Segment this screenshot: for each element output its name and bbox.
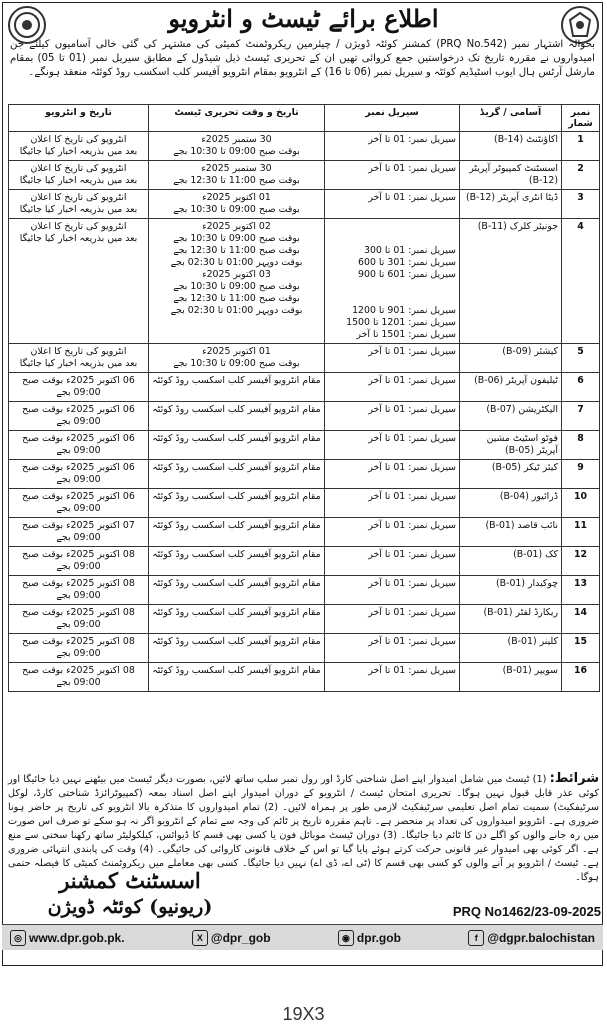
cell-serial: سیریل نمبر: 01 تا آخر xyxy=(325,402,460,431)
intro-paragraph: بحوالہ اشتہار نمبر (PRQ No.542) کمشنر کوئٹہ ڈویژن / چیئرمین ریکروٹمنٹ کمیٹی کی مشتہر کی گئی خالی آسامیوں کیلئے جن امیدواروں نے مقررہ تاریخ تک درخواستیں جمع کروائی تھیں ان کے تحریری ٹیسٹ ذیل شیڈول کے مطابق سیریل نمبر (01 تا 05) بمقام مارشل آرٹس ہال ایوب اسٹیڈیم کوئٹہ و سیریل نمبر (06 تا 16) کے انٹرویو بمقام انٹرویو آفیسر کلب اسکسب روڈ کوئٹہ منعقد ہونگے۔ xyxy=(10,39,596,78)
cell-interview: 08 اکتوبر 2025ء بوقت صبح 09:00 بجے xyxy=(9,605,149,634)
table-row xyxy=(9,518,600,547)
cell-test: مقام انٹرویو آفیسر کلب اسکسب روڈ کوئٹہ xyxy=(149,634,325,663)
cell-post: کیشئر (B-09) xyxy=(460,344,562,373)
cell-serial: سیریل نمبر: 01 تا آخر xyxy=(325,132,460,161)
cell-interview: انٹرویو کی تاریخ کا اعلان بعد میں بذریعہ اخبار کیا جائیگا xyxy=(9,344,149,373)
table-row xyxy=(9,634,600,663)
reference-number: PRQ No1462/23-09-2025 xyxy=(452,904,601,919)
cell-serial: سیریل نمبر: 01 تا آخر xyxy=(325,518,460,547)
x-icon: X xyxy=(192,930,208,946)
cell-sno: 10 xyxy=(562,489,600,518)
cell-test: 30 ستمبر 2025ء بوقت صبح 11:00 تا 12:30 بجے xyxy=(149,161,325,190)
cell-post: جونیئر کلرک (B-11) xyxy=(460,219,562,344)
table-header-row xyxy=(9,105,600,132)
instagram-icon: ◉ xyxy=(338,930,354,946)
cell-serial: سیریل نمبر: 01 تا 300 سیریل نمبر: 301 تا 600 سیریل نمبر: 601 تا 900 سیریل نمبر: 901 تا 1200 سیریل نمبر: 1201 تا 1500 سیریل نمبر: 1501 تا آخر xyxy=(325,219,460,344)
table-row xyxy=(9,402,600,431)
facebook-icon: f xyxy=(468,930,484,946)
cell-post: اسسٹنٹ کمپیوٹر آپریٹر (B-12) xyxy=(460,161,562,190)
schedule-table xyxy=(8,104,600,692)
cell-test: مقام انٹرویو آفیسر کلب اسکسب روڈ کوئٹہ xyxy=(149,518,325,547)
header-test: تاریخ و وقت تحریری ٹیسٹ xyxy=(149,105,325,132)
twitter-link[interactable]: X @dpr_gob xyxy=(192,930,271,946)
cell-sno: 8 xyxy=(562,431,600,460)
table-row xyxy=(9,576,600,605)
cell-sno: 1 xyxy=(562,132,600,161)
cell-serial: سیریل نمبر: 01 تا آخر xyxy=(325,605,460,634)
cell-sno: 9 xyxy=(562,460,600,489)
cell-post: کک (B-01) xyxy=(460,547,562,576)
cell-test: مقام انٹرویو آفیسر کلب اسکسب روڈ کوئٹہ xyxy=(149,547,325,576)
header-interview: تاریخ و انٹرویو xyxy=(9,105,149,132)
cell-test: 01 اکتوبر 2025ء بوقت صبح 09:00 تا 10:30 بجے xyxy=(149,190,325,219)
signature-title: اسسٹنٹ کمشنر xyxy=(59,868,201,893)
cell-sno: 12 xyxy=(562,547,600,576)
cell-interview: 06 اکتوبر 2025ء بوقت صبح 09:00 بجے xyxy=(9,373,149,402)
cell-test: مقام انٹرویو آفیسر کلب اسکسب روڈ کوئٹہ xyxy=(149,605,325,634)
cell-sno: 15 xyxy=(562,634,600,663)
cell-sno: 7 xyxy=(562,402,600,431)
table-body xyxy=(9,132,600,692)
cell-serial: سیریل نمبر: 01 تا آخر xyxy=(325,576,460,605)
table-row xyxy=(9,431,600,460)
cell-interview: انٹرویو کی تاریخ کا اعلان بعد میں بذریعہ اخبار کیا جائیگا xyxy=(9,190,149,219)
website-link[interactable]: ◎ www.dpr.gob.pk. xyxy=(10,930,125,946)
cell-post: سویپر (B-01) xyxy=(460,663,562,692)
cell-test: مقام انٹرویو آفیسر کلب اسکسب روڈ کوئٹہ xyxy=(149,663,325,692)
cell-sno: 6 xyxy=(562,373,600,402)
cell-interview: 08 اکتوبر 2025ء بوقت صبح 09:00 بجے xyxy=(9,547,149,576)
cell-post: نائب قاصد (B-01) xyxy=(460,518,562,547)
cell-test: 30 ستمبر 2025ء بوقت صبح 09:00 تا 10:30 بجے xyxy=(149,132,325,161)
instagram-link[interactable]: ◉ dpr.gob xyxy=(338,930,401,946)
cell-interview: 06 اکتوبر 2025ء بوقت صبح 09:00 بجے xyxy=(9,460,149,489)
table-row xyxy=(9,161,600,190)
cell-test: 02 اکتوبر 2025ء بوقت صبح 09:00 تا 10:30 بجے بوقت صبح 11:00 تا 12:30 بجے بوقت دوپہر 01:00 تا 02:30 بجے 03 اکتوبر 2025ء بوقت صبح 09:00 تا 10:30 بجے بوقت صبح 11:00 تا 12:30 بجے بوقت دوپہر 01:00 تا 02:30 بجے xyxy=(149,219,325,344)
cell-post: چوکیدار (B-01) xyxy=(460,576,562,605)
cell-interview: انٹرویو کی تاریخ کا اعلان بعد میں بذریعہ اخبار کیا جائیگا xyxy=(9,161,149,190)
table-row xyxy=(9,190,600,219)
cell-post: کیئر ٹیکر (B-05) xyxy=(460,460,562,489)
cell-sno: 13 xyxy=(562,576,600,605)
cell-post: کلینر (B-01) xyxy=(460,634,562,663)
cell-test: مقام انٹرویو آفیسر کلب اسکسب روڈ کوئٹہ xyxy=(149,431,325,460)
cell-sno: 3 xyxy=(562,190,600,219)
footer-bar xyxy=(2,924,603,950)
cell-test: 01 اکتوبر 2025ء بوقت صبح 09:00 تا 10:30 بجے xyxy=(149,344,325,373)
ad-size-label: 19X3 xyxy=(282,1004,325,1024)
cell-serial: سیریل نمبر: 01 تا آخر xyxy=(325,460,460,489)
table-row xyxy=(9,489,600,518)
facebook-link[interactable]: f @dgpr.balochistan xyxy=(468,930,595,946)
cell-post: ڈرائیور (B-04) xyxy=(460,489,562,518)
cell-interview: 08 اکتوبر 2025ء بوقت صبح 09:00 بجے xyxy=(9,576,149,605)
cell-test: مقام انٹرویو آفیسر کلب اسکسب روڈ کوئٹہ xyxy=(149,373,325,402)
cell-serial: سیریل نمبر: 01 تا آخر xyxy=(325,431,460,460)
cell-interview: انٹرویو کی تاریخ کا اعلان بعد میں بذریعہ اخبار کیا جائیگا xyxy=(9,132,149,161)
cell-interview: 06 اکتوبر 2025ء بوقت صبح 09:00 بجے xyxy=(9,431,149,460)
table-row xyxy=(9,547,600,576)
cell-post: فوٹو اسٹیٹ مشین آپریٹر (B-05) xyxy=(460,431,562,460)
cell-post: اکاؤنٹنٹ (B-14) xyxy=(460,132,562,161)
cell-interview: 06 اکتوبر 2025ء بوقت صبح 09:00 بجے xyxy=(9,402,149,431)
cell-post: الیکٹریشن (B-07) xyxy=(460,402,562,431)
cell-sno: 5 xyxy=(562,344,600,373)
signature-office: (ریونیو) کوئٹہ ڈویژن xyxy=(47,896,213,918)
table-row xyxy=(9,132,600,161)
notice-title: اطلاع برائے ٹیسٹ و انٹرویو xyxy=(168,4,439,33)
cell-serial: سیریل نمبر: 01 تا آخر xyxy=(325,190,460,219)
cell-interview: انٹرویو کی تاریخ کا اعلان بعد میں بذریعہ اخبار کیا جائیگا xyxy=(9,219,149,344)
table-row xyxy=(9,219,600,344)
cell-sno: 2 xyxy=(562,161,600,190)
table-row xyxy=(9,373,600,402)
cell-test: مقام انٹرویو آفیسر کلب اسکسب روڈ کوئٹہ xyxy=(149,460,325,489)
table-row xyxy=(9,605,600,634)
header-sno: نمبر شمار xyxy=(562,105,600,132)
table-row xyxy=(9,663,600,692)
cell-serial: سیریل نمبر: 01 تا آخر xyxy=(325,663,460,692)
cell-sno: 16 xyxy=(562,663,600,692)
cell-interview: 08 اکتوبر 2025ء بوقت صبح 09:00 بجے xyxy=(9,634,149,663)
header-post: آسامی / گریڈ xyxy=(460,105,562,132)
cell-post: ٹیلیفون آپریٹر (B-06) xyxy=(460,373,562,402)
cell-serial: سیریل نمبر: 01 تا آخر xyxy=(325,489,460,518)
cell-interview: 06 اکتوبر 2025ء بوقت صبح 09:00 بجے xyxy=(9,489,149,518)
terms-label: شرائط: xyxy=(549,771,599,786)
terms-text: (1) ٹیسٹ میں شامل امیدوار اپنے اصل شناختی کارڈ اور رول نمبر سلپ ساتھ لائیں، بصورت دیگر ٹیسٹ میں بیٹھنے نہیں دیا جائیگا اور کوئی عذر قابل قبول نہیں ہوگا۔ تحریری امتحان ٹیسٹ / انٹرویو کے دوران امیدوار اپنے اصل اسناد بمعہ (کمپیوٹرائزڈ شناختی کارڈ، لوکل سرٹیفکیٹ) سمیت تمام اصل تعلیمی سرٹیفکیٹ لازمی طور پر ہمراہ لائیں۔ (2) تمام امیدواروں کا متذکرہ بالا انٹرویو کی تاریخ پر حاضر ہونا ضروری ہے۔ انٹرویو امیدواروں کی تعداد پر منحصر ہے۔ تاہم مقررہ تاریخ پر ٹائم کی وجہ سے تمام کے انٹرویو اگر نہ ہو سکے تو صرف اس صورت میں رہ جانے والوں کو اگلے دن کا ٹائم دیا جائیگا۔ (3) دوران ٹیسٹ موبائل فون یا کسی بھی قسم کا ڈیوائس، کیلکولیٹر ساتھ رکھنا سختی سے منع ہے۔ اگر کوئی بھی امیدوار غیر قانونی حرکت کرتے ہوئے پایا گیا تو اس کے خلاف قانونی کاروائی کی جائیگی۔ (4) وقت کی پابندی انتہائی ضروری ہے۔ ٹیسٹ / انٹرویو پر آنے والوں کو کسی بھی قسم کا (ٹی اے، ڈی اے) نہیں دیا جائیگا۔ کسی بھی معاملے میں ریکروٹمنٹ کمیٹی کا فیصلہ حتمی ہوگا۔ xyxy=(8,774,599,883)
cell-post: ریکارڈ لفٹر (B-01) xyxy=(460,605,562,634)
cell-serial: سیریل نمبر: 01 تا آخر xyxy=(325,547,460,576)
cell-test: مقام انٹرویو آفیسر کلب اسکسب روڈ کوئٹہ xyxy=(149,489,325,518)
cell-post: ڈیٹا انٹری آپریٹر (B-12) xyxy=(460,190,562,219)
cell-sno: 11 xyxy=(562,518,600,547)
cell-test: مقام انٹرویو آفیسر کلب اسکسب روڈ کوئٹہ xyxy=(149,576,325,605)
cell-sno: 4 xyxy=(562,219,600,344)
cell-serial: سیریل نمبر: 01 تا آخر xyxy=(325,161,460,190)
cell-serial: سیریل نمبر: 01 تا آخر xyxy=(325,373,460,402)
table-row xyxy=(9,460,600,489)
globe-icon: ◎ xyxy=(10,930,26,946)
table-row xyxy=(9,344,600,373)
cell-interview: 07 اکتوبر 2025ء بوقت صبح 09:00 بجے xyxy=(9,518,149,547)
cell-serial: سیریل نمبر: 01 تا آخر xyxy=(325,344,460,373)
cell-serial: سیریل نمبر: 01 تا آخر xyxy=(325,634,460,663)
cell-test: مقام انٹرویو آفیسر کلب اسکسب روڈ کوئٹہ xyxy=(149,402,325,431)
cell-interview: 08 اکتوبر 2025ء بوقت صبح 09:00 بجے xyxy=(9,663,149,692)
cell-sno: 14 xyxy=(562,605,600,634)
header-serial: سیریل نمبر xyxy=(325,105,460,132)
